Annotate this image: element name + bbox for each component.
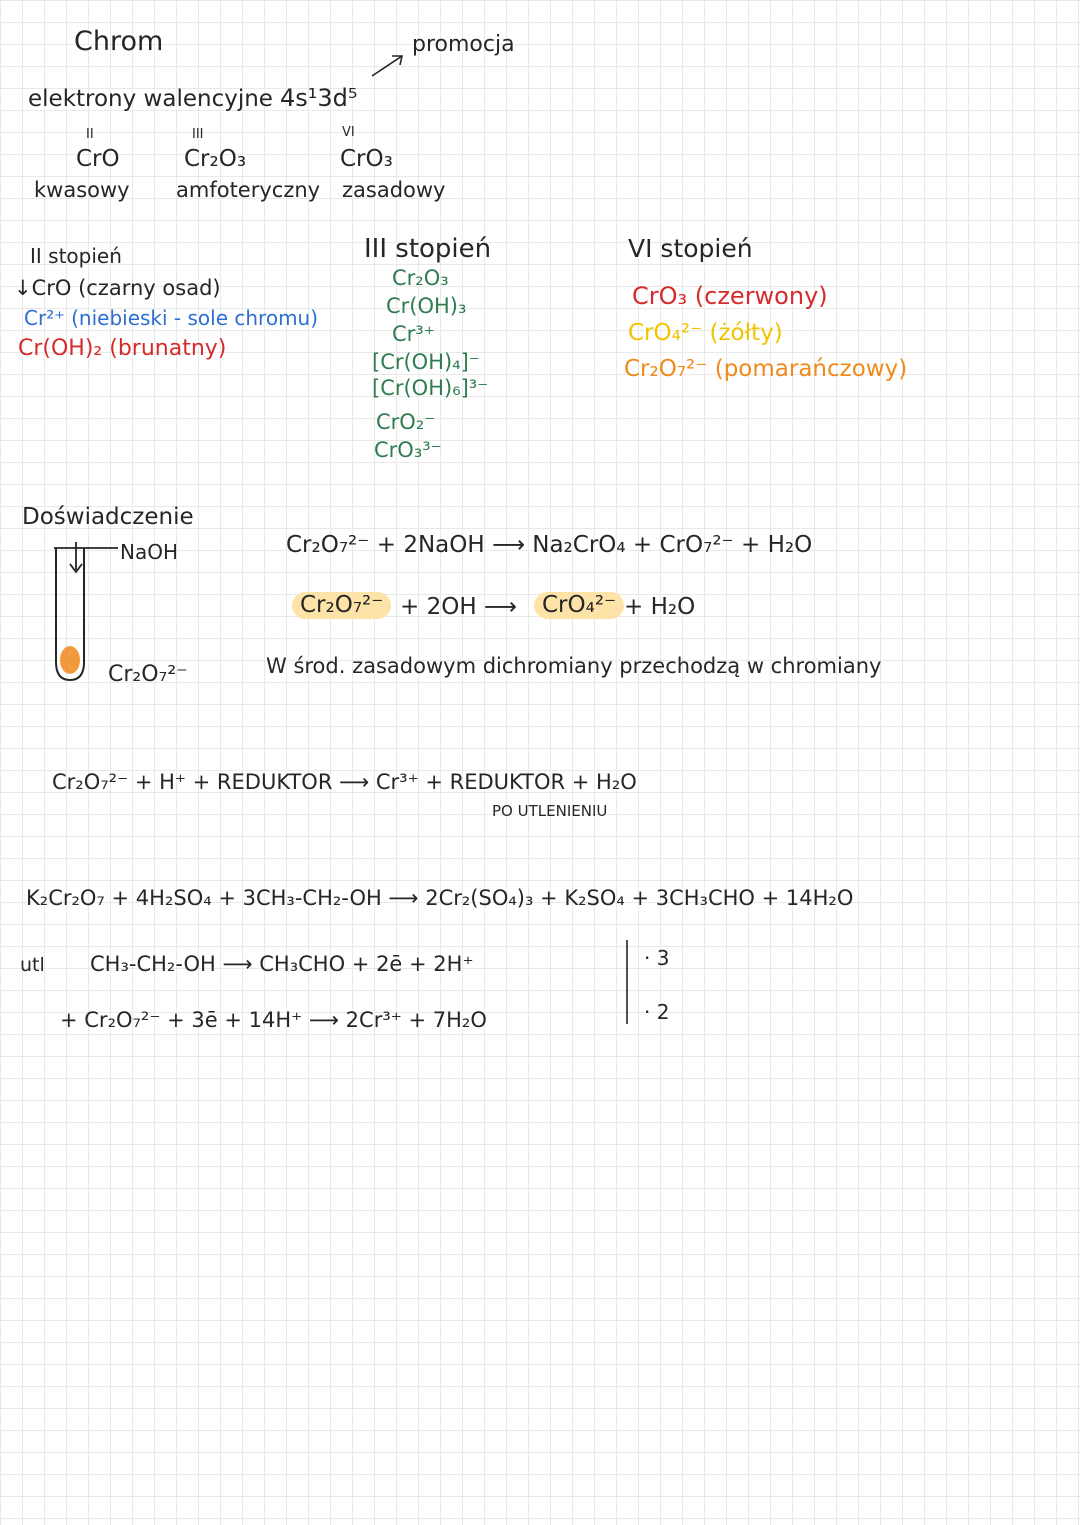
redox-main: K₂Cr₂O₇ + 4H₂SO₄ + 3CH₃-CH₂-OH ⟶ 2Cr₂(SO₄)₃ + K₂SO₄ + 3CH₃CHO + 14H₂O (26, 886, 854, 910)
stage2-line-3: Cr(OH)₂ (brunatny) (18, 336, 227, 361)
stage6-line-3: Cr₂O₇²⁻ (pomarańczowy) (624, 356, 908, 382)
page-title: Chrom (74, 26, 164, 57)
promotion-arrow-icon (368, 50, 408, 80)
oxide-cro3: CrO₃ (340, 146, 393, 172)
valence-label: elektrony walencyjne (28, 86, 273, 112)
stage3-line-6: CrO₂⁻ (376, 410, 436, 434)
experiment-eq2-end: + H₂O (624, 594, 696, 620)
oxide-type-1: kwasowy (34, 178, 130, 202)
stage6-heading: VI stopień (628, 234, 753, 263)
stage3-line-4: [Cr(OH)₄]⁻ (372, 350, 480, 374)
reduction-eq: Cr₂O₇²⁻ + H⁺ + REDUKTOR ⟶ Cr³⁺ + REDUKTOR + H₂O (52, 770, 637, 794)
oxide-type-2: amfoteryczny (176, 178, 321, 202)
oxide-state-6: VI (342, 125, 355, 140)
redox-mult-1: · 3 (644, 946, 670, 970)
stage3-line-7: CrO₃³⁻ (374, 438, 442, 462)
stage3-line-3: Cr³⁺ (392, 322, 435, 346)
reduction-sub: PO UTLENIENIU (492, 802, 608, 820)
redox-mult-2: · 2 (644, 1000, 670, 1024)
valence-config: 4s¹3d⁵ (280, 84, 358, 112)
oxide-cro: CrO (76, 146, 120, 172)
stage2-line-1: ↓CrO (czarny osad) (14, 276, 221, 300)
redox-ox: CH₃-CH₂-OH ⟶ CH₃CHO + 2ē + 2H⁺ (90, 952, 474, 976)
experiment-eq2-right: CrO₄²⁻ (534, 592, 624, 619)
experiment-eq1: Cr₂O₇²⁻ + 2NaOH ⟶ Na₂CrO₄ + CrO₇²⁻ + H₂O (286, 532, 813, 558)
stage3-heading: III stopień (364, 234, 492, 264)
experiment-eq2-mid: + 2OH ⟶ (400, 594, 517, 620)
stage3-line-1: Cr₂O₃ (392, 266, 449, 290)
experiment-heading: Doświadczenie (22, 504, 194, 530)
experiment-reagent: NaOH (120, 540, 178, 564)
redox-ox-label: utl (20, 954, 45, 976)
stage2-heading: II stopień (30, 244, 122, 268)
stage3-line-5: [Cr(OH)₆]³⁻ (372, 376, 489, 400)
experiment-eq2-left: Cr₂O₇²⁻ (292, 592, 391, 619)
experiment-sample: Cr₂O₇²⁻ (108, 662, 188, 687)
oxide-cr2o3: Cr₂O₃ (184, 146, 247, 172)
stage6-line-1: CrO₃ (czerwony) (632, 282, 828, 310)
oxide-state-3: III (192, 127, 204, 142)
stage3-line-2: Cr(OH)₃ (386, 294, 467, 318)
redox-red: + Cr₂O₇²⁻ + 3ē + 14H⁺ ⟶ 2Cr³⁺ + 7H₂O (60, 1008, 487, 1032)
stage2-line-2: Cr²⁺ (niebieski - sole chromu) (24, 306, 319, 330)
stage6-line-2: CrO₄²⁻ (żółty) (628, 320, 783, 346)
oxide-type-3: zasadowy (342, 178, 446, 202)
oxide-state-2: II (86, 127, 94, 142)
promotion-note: promocja (412, 32, 515, 57)
multiplier-divider (624, 940, 630, 1024)
experiment-note: W środ. zasadowym dichromiany przechodzą w chromiany (266, 654, 882, 678)
